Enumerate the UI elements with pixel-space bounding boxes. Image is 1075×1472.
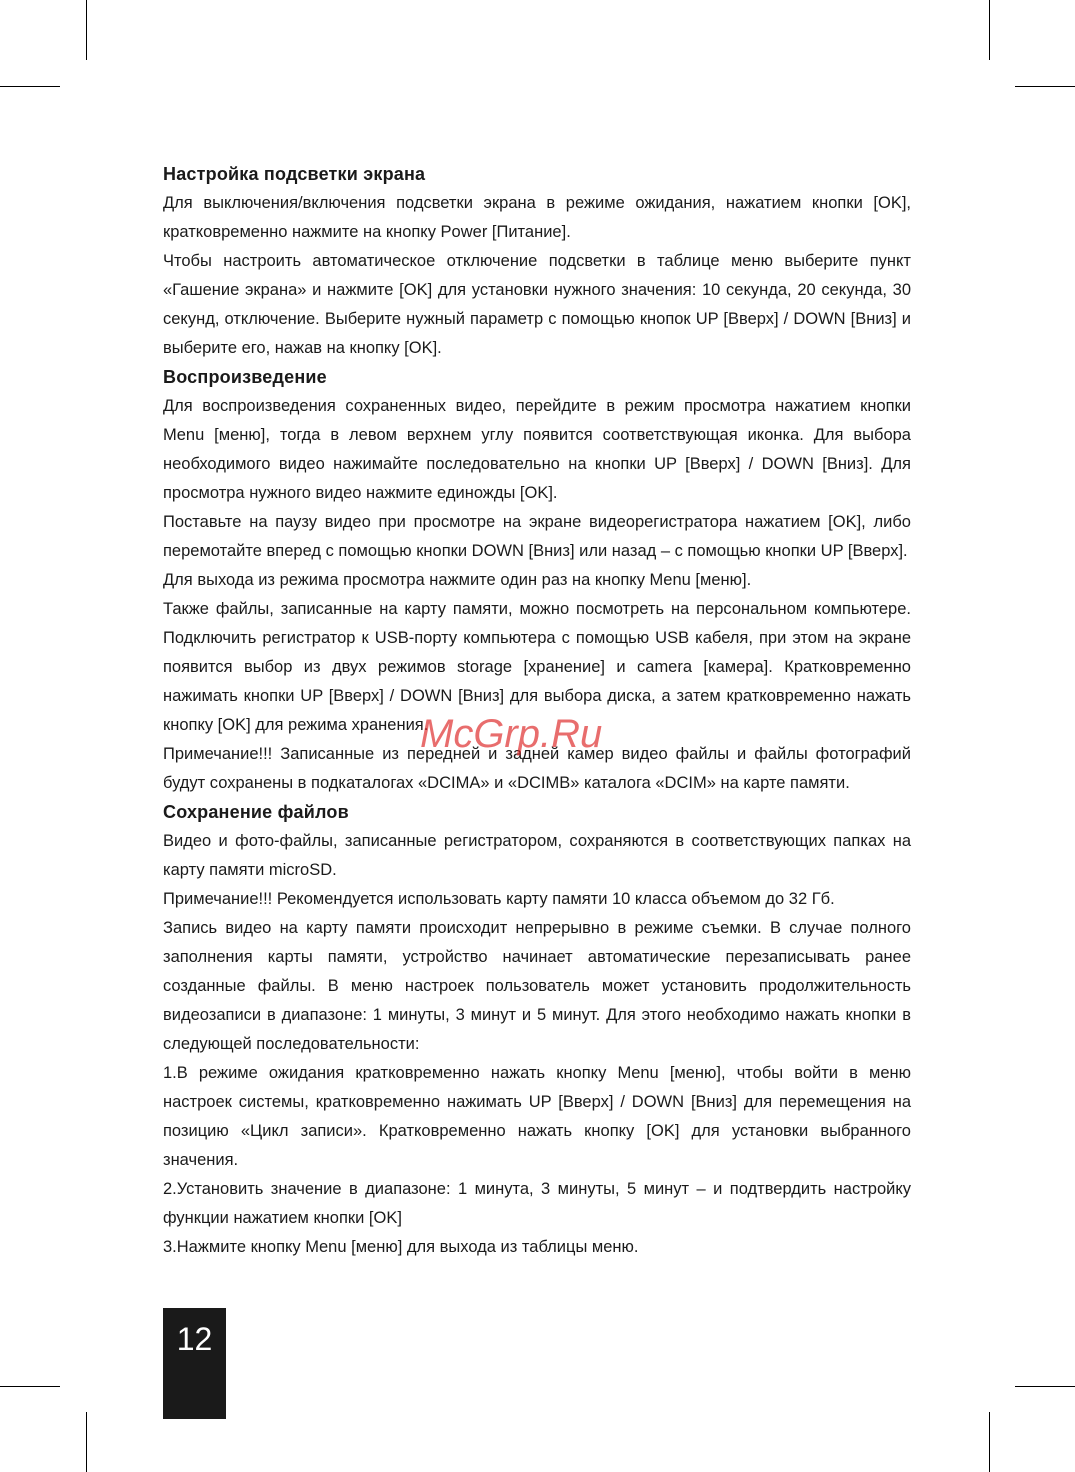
section-title: Настройка подсветки экрана [163, 164, 426, 184]
crop-mark [86, 0, 87, 60]
section-title: Сохранение файлов [163, 802, 349, 822]
crop-mark [1015, 86, 1075, 87]
paragraph: Для воспроизведения сохраненных видео, перейдите в режим просмотра нажатием кнопки Menu [меню], тогда в левом верхнем углу появится соответствующая иконка. Для выбора необходимого видео нажимайте последовательно на кнопки UP [Вверх] / DOWN [Вниз]. Для просмотра нужного видео нажмите единожды [OK]. [163, 397, 911, 502]
paragraph: Для выхода из режима просмотра нажмите один раз на кнопку Menu [меню]. [163, 571, 752, 589]
paragraph: Для выключения/включения подсветки экрана в режиме ожидания, нажатием кнопки [OK], кратковременно нажмите на кнопку Power [Питание]. [163, 194, 911, 241]
crop-mark [989, 0, 990, 60]
section-title: Воспроизведение [163, 367, 327, 387]
paragraph: Примечание!!! Рекомендуется использовать карту памяти 10 класса объемом до 32 Гб. [163, 890, 835, 908]
paragraph: Видео и фото-файлы, записанные регистратором, сохраняются в соответствующих папках на карту памяти microSD. [163, 832, 911, 879]
crop-mark [1015, 1386, 1075, 1387]
crop-mark [0, 86, 60, 87]
watermark: McGrp.Ru [420, 712, 603, 756]
paragraph: Запись видео на карту памяти происходит непрерывно в режиме съемки. В случае полного заполнения карты памяти, устройство начинает автоматические перезаписывать ранее созданные файлы. В меню настроек пользователь может установить продолжительность видеозаписи в диапазоне: 1 минуты, 3 минут и 5 минут. Для этого необходимо нажать кнопки в следующей последовательности: [163, 919, 911, 1053]
crop-mark [989, 1412, 990, 1472]
paragraph: 2.Установить значение в диапазоне: 1 минута, 3 минуты, 5 минут – и подтвердить настройку функции нажатием кнопки [OK] [163, 1180, 911, 1227]
section-playback [163, 363, 911, 798]
page-content [163, 160, 911, 1262]
paragraph: Также файлы, записанные на карту памяти, можно посмотреть на персональном компьютере. Подключить регистратор к USB-порту компьютера с помощью USB кабеля, при этом на экране появится выбор из двух режимов storage [хранение] и camera [камера]. Кратковременно нажимать кнопки UP [Вверх] / DOWN [Вниз] для выбора диска, а затем кратковременно нажать кнопку [OK] для режима хранения. [163, 600, 911, 734]
paragraph: 3.Нажмите кнопку Menu [меню] для выхода из таблицы меню. [163, 1238, 639, 1256]
section-file-saving [163, 798, 911, 1262]
paragraph: Поставьте на паузу видео при просмотре на экране видеорегистратора нажатием [OK], либо перемотайте вперед с помощью кнопки DOWN [Вниз] или назад – с помощью кнопки UP [Вверх]. [163, 513, 911, 560]
crop-mark [86, 1412, 87, 1472]
page-number: 12 [163, 1308, 226, 1419]
paragraph: Примечание!!! Записанные из передней и задней камер видео файлы и файлы фотографий будут сохранены в подкаталогах «DCIMA» и «DCIMB» каталога «DCIM» на карте памяти. [163, 745, 911, 792]
crop-mark [0, 1386, 60, 1387]
paragraph: 1.В режиме ожидания кратковременно нажать кнопку Menu [меню], чтобы войти в меню настроек системы, кратковременно нажимать UP [Вверх] / DOWN [Вниз] для перемещения на позицию «Цикл записи». Кратковременно нажать кнопку [OK] для установки выбранного значения. [163, 1064, 911, 1169]
section-backlight [163, 160, 911, 363]
paragraph: Чтобы настроить автоматическое отключение подсветки в таблице меню выберите пункт «Гашение экрана» и нажмите [OK] для установки нужного значения: 10 секунда, 20 секунда, 30 секунд, отключение. Выберите нужный параметр с помощью кнопок UP [Вверх] / DOWN [Вниз] и выберите его, нажав на кнопку [OK]. [163, 252, 911, 357]
